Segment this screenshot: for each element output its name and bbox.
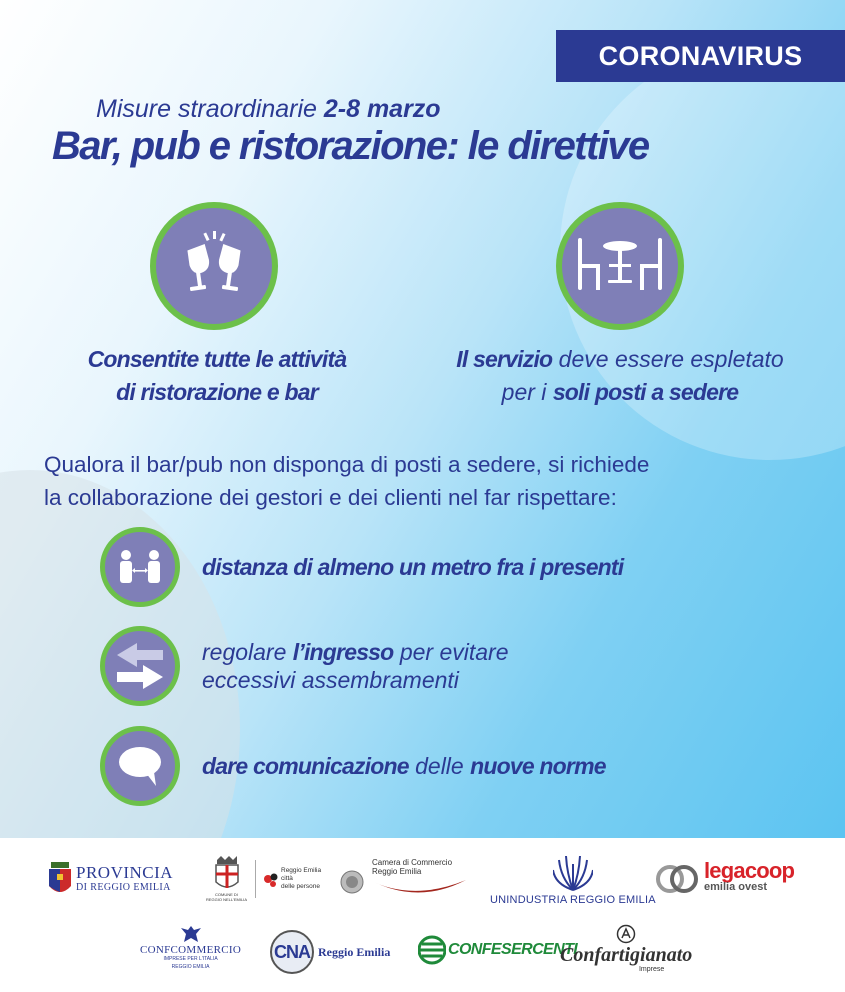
rule-communication [202, 752, 606, 780]
comune-right-2: città [281, 875, 293, 882]
logo-provincia [48, 862, 173, 898]
logo-camera-commercio [340, 858, 468, 905]
rule-communication-bold-1: dare comunicazione [202, 753, 409, 779]
logo-confcommercio [140, 924, 241, 970]
camera-swoosh-icon [372, 878, 468, 900]
rule-distance [202, 553, 623, 581]
partner-logos [0, 838, 845, 992]
wine-glasses-icon [150, 202, 278, 330]
confcommercio-line-2: IMPRESE PER L'ITALIA [163, 956, 218, 962]
comune-small-2: REGGIO NELL'EMILIA [206, 897, 247, 902]
right-block-text [420, 343, 820, 409]
left-block-text [32, 343, 402, 409]
comune-people-icon [264, 871, 278, 887]
unindustria-text: UNINDUSTRIA REGGIO EMILIA [490, 894, 656, 906]
speech-bubble-icon [100, 726, 180, 806]
confcommercio-eagle-icon [180, 924, 202, 944]
rule-communication-mid: delle [408, 753, 471, 779]
subtitle-dates: 2-8 marzo [323, 95, 441, 123]
distance-people-icon [100, 527, 180, 607]
provincia-line-1: PROVINCIA [76, 863, 174, 882]
cna-mark: CNA [274, 941, 310, 962]
confartigianato-line-1: Confartigianato [560, 944, 693, 966]
right-line-1-bold: Il servizio [456, 346, 553, 372]
camera-line-1: Camera di Commercio [372, 858, 453, 867]
intro-line-1: Qualora il bar/pub non disponga di posti a sedere, si richiede [44, 452, 650, 477]
camera-line-2: Reggio Emilia [372, 867, 422, 876]
rule-entrance-line-2: eccessivi assembramenti [202, 667, 459, 693]
comune-right-1: Reggio Emilia [281, 867, 322, 874]
logo-legacoop [656, 858, 795, 896]
intro-text [44, 448, 804, 514]
subtitle [96, 95, 441, 124]
table-chairs-icon [556, 202, 684, 330]
right-line-1-rest: deve essere espletato [552, 346, 784, 372]
right-line-2-bold: soli posti a sedere [552, 379, 739, 405]
comune-crest-icon [213, 856, 241, 892]
logo-confesercenti [418, 930, 577, 970]
comune-right-3: delle persone [281, 883, 321, 890]
page-title: Bar, pub e ristorazione: le direttive [52, 124, 649, 168]
coronavirus-badge: CORONAVIRUS [556, 30, 845, 82]
rule-entrance [202, 638, 509, 694]
confesercenti-globe-icon [418, 930, 446, 970]
rule-distance-text: distanza di almeno un metro fra i presenti [202, 554, 624, 580]
confartigianato-emblem-icon [616, 924, 636, 944]
two-way-arrows-icon [100, 626, 180, 706]
rule-entrance-post: per evitare [393, 639, 509, 665]
logo-cna [270, 930, 390, 974]
logo-comune [206, 856, 321, 902]
provincia-line-2: DI REGGIO EMILIA [76, 882, 171, 893]
legacoop-rings-icon [656, 862, 700, 896]
rule-communication-bold-2: nuove norme [470, 753, 606, 779]
camera-seal-icon [340, 870, 364, 894]
left-line-2: di ristorazione e bar [116, 379, 318, 405]
logo-unindustria [490, 854, 656, 906]
intro-line-2: la collaborazione dei gestori e dei clienti nel far rispettare: [44, 485, 617, 510]
right-line-2-pre: per i [501, 379, 553, 405]
rule-entrance-bold: l’ingresso [292, 639, 394, 665]
logo-confartigianato [560, 924, 692, 973]
confcommercio-line-3: REGGIO EMILIA [171, 964, 210, 970]
confcommercio-line-1: CONFCOMMERCIO [140, 944, 242, 956]
legacoop-line-1: legacoop [704, 858, 795, 883]
unindustria-emblem-icon [553, 854, 593, 892]
comune-small-1: COMUNE DI [215, 892, 238, 897]
legacoop-line-2: emilia ovest [704, 881, 767, 893]
subtitle-prefix: Misure straordinarie [96, 95, 324, 123]
provincia-crest-icon [48, 862, 72, 898]
confesercenti-text: CONFESERCENTI [448, 941, 578, 958]
cna-text: Reggio Emilia [318, 944, 391, 959]
confartigianato-line-2: Imprese [638, 966, 665, 973]
rule-entrance-pre: regolare [202, 639, 293, 665]
left-line-1: Consentite tutte le attività [87, 346, 347, 372]
